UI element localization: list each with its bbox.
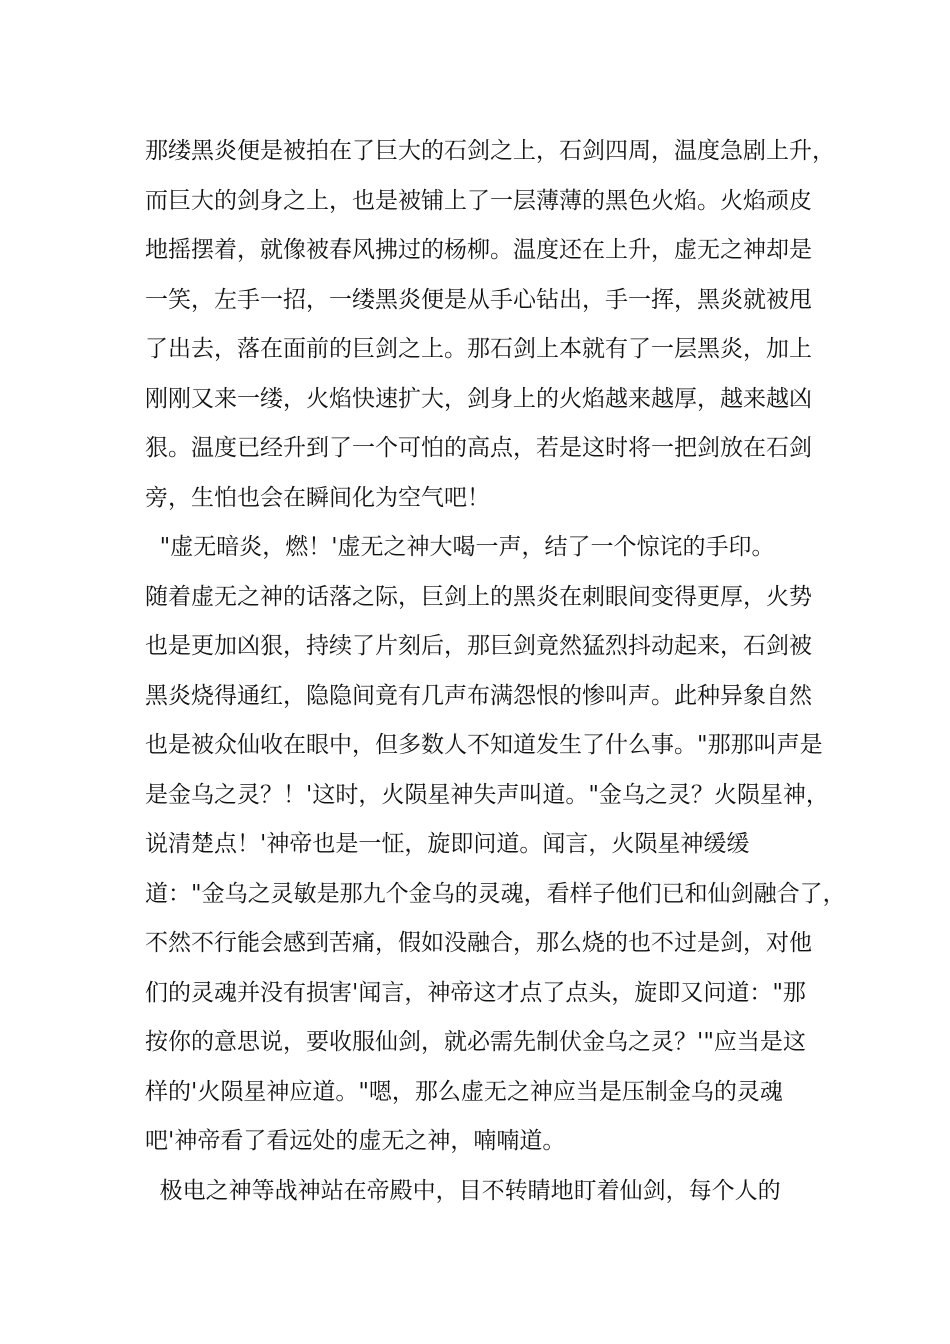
text-line: 说清楚点！'神帝也是一怔，旋即问道。闻言，火陨星神缓缓 [145, 831, 750, 857]
text-line: 是金乌之灵？！'这时，火陨星神失声叫道。"金乌之灵？火陨星神， [145, 781, 829, 808]
text-line: 狠。温度已经升到了一个可怕的高点，若是这时将一把剑放在石剑 [145, 435, 812, 461]
text-line: 了出去，落在面前的巨剑之上。那石剑上本就有了一层黑炎，加上 [145, 336, 812, 362]
text-line: 不然不行能会感到苦痛，假如没融合，那么烧的也不过是剑，对他 [145, 930, 812, 956]
text-line: 样的'火陨星神应道。"嗯，那么虚无之神应当是压制金乌的灵魂 [145, 1078, 783, 1105]
text-line: 旁，生怕也会在瞬间化为空气吧！ [145, 484, 490, 511]
text-line: 吧'神帝看了看远处的虚无之神，喃喃道。 [145, 1128, 566, 1154]
paragraph [145, 523, 846, 1167]
text-line: 随着虚无之神的话落之际，巨剑上的黑炎在刺眼间变得更厚，火势 [145, 583, 812, 610]
text-line: 刚刚又来一缕，火焰快速扩大，剑身上的火焰越来越厚，越来越凶 [145, 385, 812, 412]
text-line: 那缕黑炎便是被拍在了巨大的石剑之上，石剑四周，温度急剧上升， [145, 138, 835, 164]
text-line: 也是被众仙收在眼中，但多数人不知道发生了什么事。"那那叫声是 [145, 732, 823, 758]
text-line: 们的灵魂并没有损害'闻言，神帝这才点了点头，旋即又问道："那 [145, 979, 806, 1006]
body-text [145, 127, 846, 1216]
text-line: 极电之神等战神站在帝殿中，目不转睛地盯着仙剑，每个人的 [145, 1177, 781, 1204]
text-line: 而巨大的剑身之上，也是被铺上了一层薄薄的黑色火焰。火焰顽皮 [145, 187, 812, 214]
paragraph [145, 1167, 825, 1217]
text-line: 也是更加凶狠，持续了片刻后，那巨剑竟然猛烈抖动起来，石剑被 [145, 633, 812, 659]
paragraph [145, 127, 835, 523]
text-line: 黑炎烧得通红，隐隐间竟有几声布满怨恨的惨叫声。此种异象自然 [145, 682, 812, 709]
text-line: 地摇摆着，就像被春风拂过的杨柳。温度还在上升，虚无之神却是 [145, 237, 812, 263]
text-line: 道："金乌之灵敏是那九个金乌的灵魂，看样子他们已和仙剑融合了， [145, 880, 846, 907]
text-line: "虚无暗炎，燃！'虚无之神大喝一声，结了一个惊诧的手印。 [145, 534, 775, 560]
text-line: 一笑，左手一招，一缕黑炎便是从手心钻出，手一挥，黑炎就被甩 [145, 286, 812, 313]
text-line: 按你的意思说，要收服仙剑，就必需先制伏金乌之灵？'"应当是这 [145, 1029, 806, 1055]
